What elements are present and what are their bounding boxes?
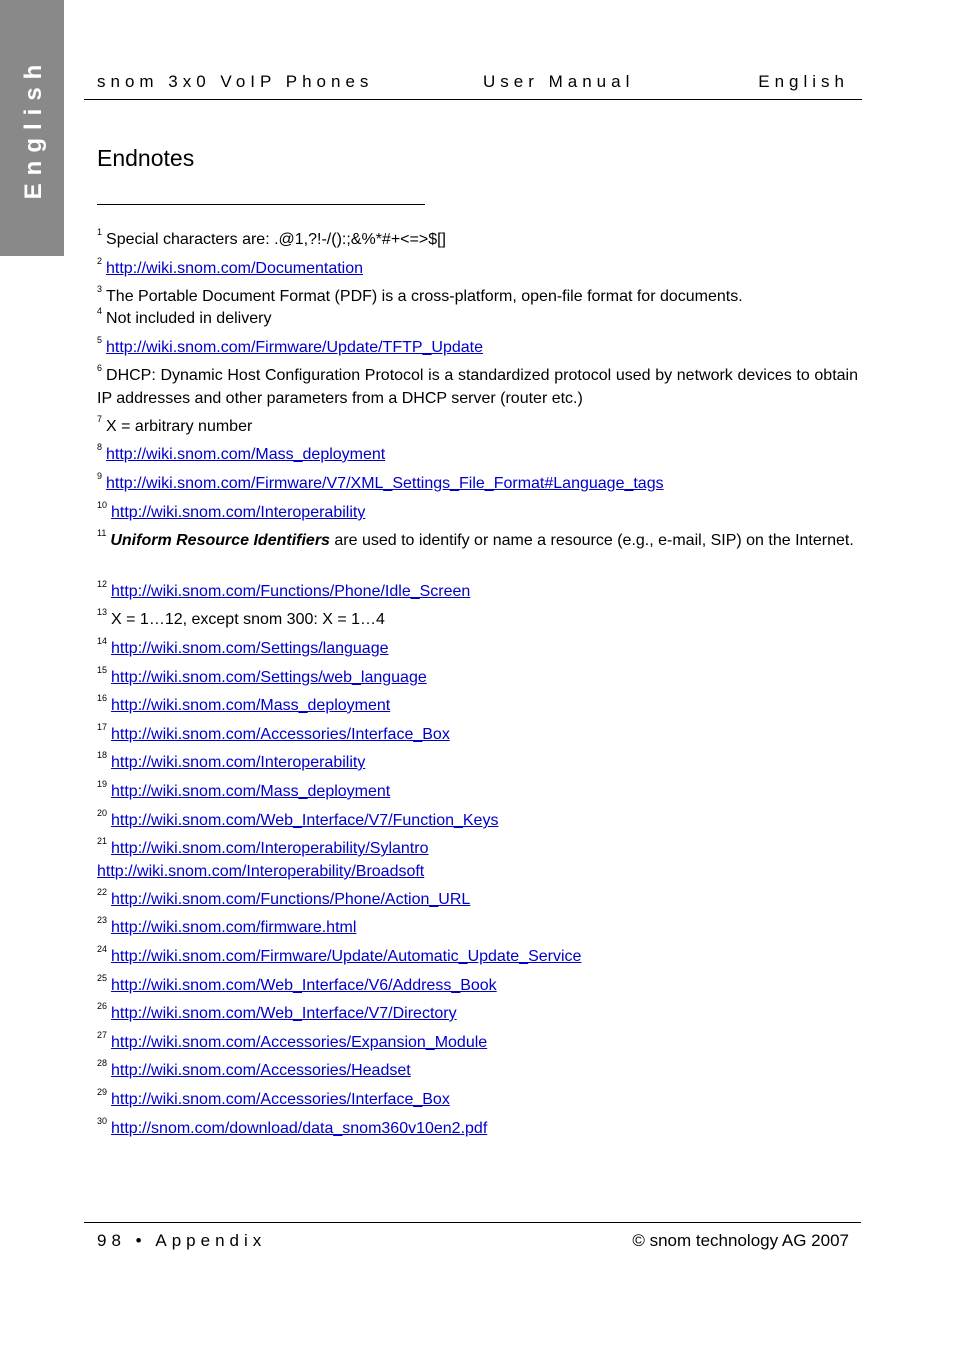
endnote-number: 11 [97,528,107,538]
uri-term: Uniform Resource Identifiers [110,532,330,549]
endnote-text: X = 1…12, except snom 300: X = 1…4 [111,611,385,628]
endnote-text: X = arbitrary number [106,418,253,435]
endnote-link[interactable]: http://wiki.snom.com/Interoperability [111,504,366,521]
endnote-number: 10 [97,500,108,510]
endnote-12 [97,581,858,604]
endnote-link[interactable]: http://wiki.snom.com/Documentation [106,260,364,277]
endnote-number: 2 [97,256,103,266]
endnote-6 [97,365,858,410]
endnote-number: 14 [97,636,108,646]
endnote-text: Not included in delivery [106,310,272,327]
endnote-link[interactable]: http://wiki.snom.com/Settings/language [111,640,389,657]
endnote-7 [97,416,858,439]
endnote-link[interactable]: http://snom.com/download/data_snom360v10en2.pdf [111,1120,488,1137]
endnote-link[interactable]: http://wiki.snom.com/Accessories/Headset [111,1062,411,1079]
endnote-link[interactable]: http://wiki.snom.com/Mass_deployment [111,697,391,714]
endnote-number: 17 [97,722,108,732]
endnote-8 [97,444,858,467]
pdf-term: Portable Document Format [138,288,331,305]
endnote-number: 21 [97,836,108,846]
endnote-text-prefix: The [106,288,139,305]
endnote-28 [97,1060,858,1083]
endnote-14 [97,638,858,661]
endnote-number: 20 [97,808,108,818]
endnote-26 [97,1003,858,1026]
endnote-link[interactable]: http://wiki.snom.com/firmware.html [111,919,357,936]
endnote-number: 26 [97,1001,108,1011]
endnote-text: are used to identify or name a resource (e.g., e-mail, SIP) on the Internet. [329,532,854,549]
footer-divider [84,1222,861,1223]
endnote-number: 19 [97,779,108,789]
endnote-link[interactable]: http://wiki.snom.com/Interoperability [111,754,366,771]
endnote-link[interactable]: http://wiki.snom.com/Accessories/Expansion_Module [111,1034,488,1051]
page-title: Endnotes [97,145,195,171]
endnote-number: 8 [97,442,103,452]
endnote-24 [97,946,858,969]
endnote-number: 15 [97,665,108,675]
endnote-10 [97,502,858,525]
endnote-number: 28 [97,1058,108,1068]
endnote-11 [97,530,858,553]
endnote-number: 30 [97,1116,108,1126]
endnote-link[interactable]: http://wiki.snom.com/Firmware/Update/Automatic_Update_Service [111,948,582,965]
endnote-16 [97,695,858,718]
endnote-link[interactable]: http://wiki.snom.com/Firmware/Update/TFTP_Update [106,339,484,356]
footer-page-section: 98 • Appendix [97,1231,267,1250]
endnote-27 [97,1032,858,1055]
endnote-link[interactable]: http://wiki.snom.com/Web_Interface/V7/Function_Keys [111,812,499,829]
side-tab-label: English [20,56,47,200]
endnote-13 [97,609,858,632]
pdf-abbreviation: PDF [339,288,372,305]
endnote-link[interactable]: http://wiki.snom.com/Accessories/Interface_Box [111,1091,450,1108]
endnote-5 [97,337,858,360]
endnote-number: 29 [97,1087,108,1097]
endnote-number: 9 [97,471,103,481]
endnote-number: 3 [97,284,103,294]
footnote-separator [97,204,425,205]
endnote-text: ) is a cross-platform, open-file format for documents. [371,288,743,305]
endnote-link-secondary[interactable]: http://wiki.snom.com/Interoperability/Broadsoft [97,863,425,880]
endnote-number: 16 [97,693,108,703]
endnote-15 [97,667,858,690]
endnote-23 [97,917,858,940]
endnote-text: Special characters are: .@1,?!-/():;&%*#+<=>$[] [106,231,446,248]
endnote-9 [97,473,858,496]
endnote-link[interactable]: http://wiki.snom.com/Interoperability/Sylantro [111,840,429,857]
language-side-tab [0,0,64,256]
footer-copyright: © snom technology AG 2007 [632,1231,849,1250]
endnote-2 [97,258,858,281]
endnote-number: 22 [97,887,108,897]
endnote-21 [97,838,858,883]
endnote-number: 18 [97,750,108,760]
endnote-number: 6 [97,363,103,373]
endnote-29 [97,1089,858,1112]
endnote-number: 27 [97,1030,108,1040]
endnote-22 [97,889,858,912]
header-divider [84,99,862,100]
endnote-number: 5 [97,335,103,345]
endnote-19 [97,781,858,804]
endnote-link[interactable]: http://wiki.snom.com/Web_Interface/V7/Directory [111,1005,457,1022]
endnote-link[interactable]: http://wiki.snom.com/Firmware/V7/XML_Settings_File_Format#Language_tags [106,475,664,492]
endnote-link[interactable]: http://wiki.snom.com/Web_Interface/V6/Address_Book [111,977,497,994]
endnote-number: 25 [97,973,108,983]
endnote-text: DHCP: Dynamic Host Configuration Protocol is a standardized protocol used by network devices to obtain IP addresses and other parameters from a DHCP server (router etc.) [97,367,858,407]
endnote-20 [97,810,858,833]
endnote-18 [97,752,858,775]
endnote-text-mid: ( [330,288,340,305]
endnote-number: 13 [97,607,108,617]
page-header [97,72,849,92]
header-document: User Manual [483,72,635,91]
endnote-number: 4 [97,306,103,316]
endnote-4 [97,308,858,331]
endnote-1 [97,229,858,252]
endnote-number: 7 [97,414,103,424]
endnote-link[interactable]: http://wiki.snom.com/Mass_deployment [106,446,386,463]
header-product: snom 3x0 VoIP Phones [97,72,374,91]
endnote-link[interactable]: http://wiki.snom.com/Accessories/Interface_Box [111,726,450,743]
endnote-number: 12 [97,579,108,589]
header-language: English [758,72,849,91]
endnote-number: 1 [97,227,103,237]
endnote-link[interactable]: http://wiki.snom.com/Functions/Phone/Idle_Screen [111,583,471,600]
endnote-17 [97,724,858,747]
endnote-link[interactable]: http://wiki.snom.com/Mass_deployment [111,783,391,800]
endnote-number: 24 [97,944,108,954]
endnote-link[interactable]: http://wiki.snom.com/Functions/Phone/Action_URL [111,891,471,908]
endnote-link[interactable]: http://wiki.snom.com/Settings/web_language [111,669,427,686]
endnote-25 [97,975,858,998]
endnote-number: 23 [97,915,108,925]
endnote-3 [97,286,858,309]
endnote-30 [97,1118,858,1141]
